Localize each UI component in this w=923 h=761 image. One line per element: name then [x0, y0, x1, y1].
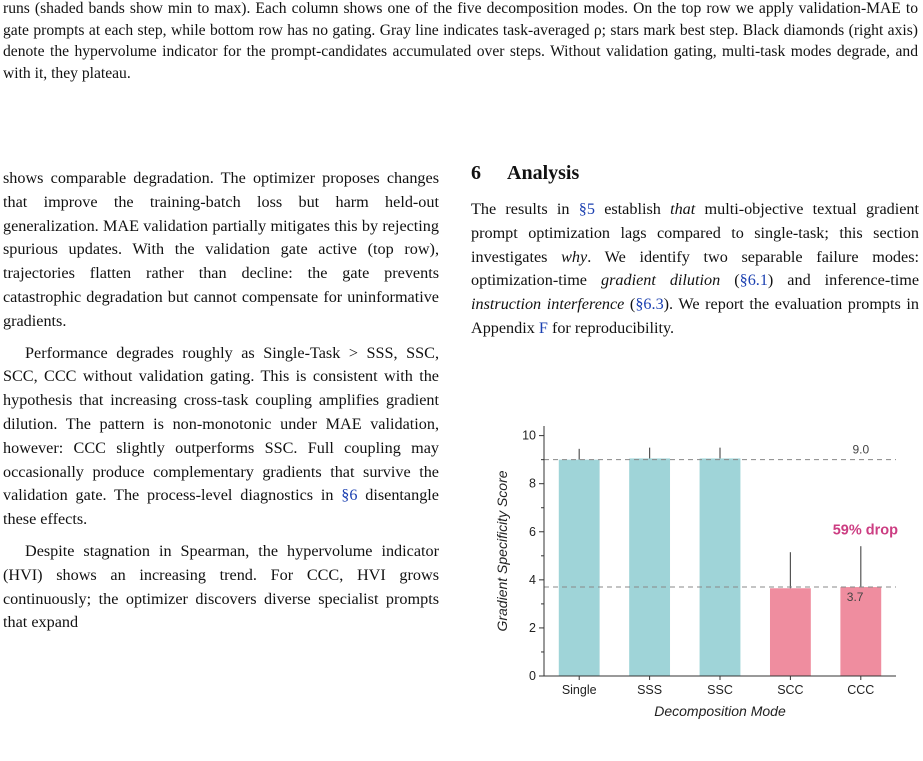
section-number: 6 — [471, 162, 481, 184]
bar — [629, 458, 670, 676]
caption-text: runs (shaded bands show min to max). Each column shows one of the five decomposition modes. On the top row we apply validation-MAE to gate prompts at each step, while bottom row has no gating. Gray line indicates task-averaged ρ; stars mark best step. Black diamonds (right axis) denote the hypervolume indicator for the prompt-candidates accumulated over steps. Without validation gating, multi-task modes degrade, and with it, they plateau. — [3, 0, 918, 82]
appendix-link[interactable]: F — [538, 318, 548, 337]
bar — [700, 458, 741, 676]
figure-caption — [3, 0, 918, 84]
y-tick-label: 0 — [529, 669, 536, 683]
paragraph-text: multi-objective textual gradient prompt optimization lags compared to single-task; this section investigates — [471, 200, 919, 266]
x-tick-label: CCC — [847, 683, 875, 697]
paragraph — [3, 342, 439, 532]
chart-svg — [493, 418, 913, 756]
paragraph: shows comparable degradation. The optimizer proposes changes that improve the training-batch loss but harm held-out generalization. MAE validation partially mitigates this by rejecting spurious updates. With the validation gate active (top row), trajectories flatten rather than decline: the gate prevents catastrophic degradation but cannot compensate for uninformative gradients. — [3, 169, 439, 330]
emphasis: that — [670, 200, 696, 218]
bar — [770, 588, 811, 676]
x-axis-label: Decomposition Mode — [654, 703, 786, 719]
paragraph-text: disentangle these effects. — [3, 486, 439, 529]
y-tick-label: 6 — [529, 524, 536, 539]
paragraph-text: Performance degrades roughly as Single-Task > SSS, SSC, SCC, CCC without validation gating. This is consistent with the hypothesis that increasing cross-task coupling amplifies gradient dilution. The pattern is non-monotonic under MAE validation, however: CCC slightly outperforms SSC. Full coupling may occasionally produce complementary gradients that survive the validation gate. The process-level diagnostics in — [3, 343, 439, 505]
section-link[interactable]: §6.3 — [635, 295, 664, 314]
x-tick-label: SSC — [707, 683, 733, 697]
paragraph-text: . We identify two separable failure modes: optimization-time — [471, 247, 919, 290]
x-tick-label: Single — [561, 683, 597, 697]
section-heading — [471, 160, 919, 186]
x-tick-label: SCC — [777, 683, 804, 697]
drop-annotation: 59% drop — [832, 522, 898, 539]
y-tick-label: 10 — [522, 428, 536, 443]
y-tick-label: 8 — [529, 476, 536, 491]
section-title: Analysis — [507, 162, 580, 184]
right-column — [471, 160, 919, 341]
section-link[interactable]: §6 — [341, 486, 358, 505]
reference-label: 3.7 — [846, 590, 864, 605]
bar-chart — [493, 418, 913, 756]
emphasis: instruction interference — [471, 295, 625, 314]
paragraph-text: ( — [720, 271, 740, 290]
paragraph-text: ). We report the evaluation prompts in Appendix — [471, 295, 920, 337]
bar — [559, 460, 600, 676]
paragraph-text: for reproducibility. — [547, 318, 675, 337]
emphasis: gradient dilution — [600, 271, 721, 290]
paragraph — [471, 198, 919, 341]
paragraph: Despite stagnation in Spearman, the hypervolume indicator (HVI) shows an increasing trend. For CCC, HVI grows continuously; the optimizer discovers diverse specialist prompts that expand — [3, 541, 439, 632]
section-link[interactable]: §5 — [578, 200, 595, 218]
y-tick-label: 2 — [529, 620, 536, 635]
paragraph-text: establish — [594, 200, 671, 218]
paragraph-text: ) and inference-time — [767, 271, 920, 290]
y-tick-label: 4 — [529, 572, 536, 587]
emphasis: why — [561, 247, 588, 266]
paragraph-text: ( — [624, 295, 636, 314]
x-tick-label: SSS — [637, 683, 663, 697]
left-column — [3, 167, 439, 635]
y-axis-label: Gradient Specificity Score — [494, 470, 510, 632]
section-link[interactable]: §6.1 — [739, 271, 768, 290]
reference-label: 9.0 — [852, 442, 870, 457]
paragraph-text: The results in — [471, 200, 579, 218]
